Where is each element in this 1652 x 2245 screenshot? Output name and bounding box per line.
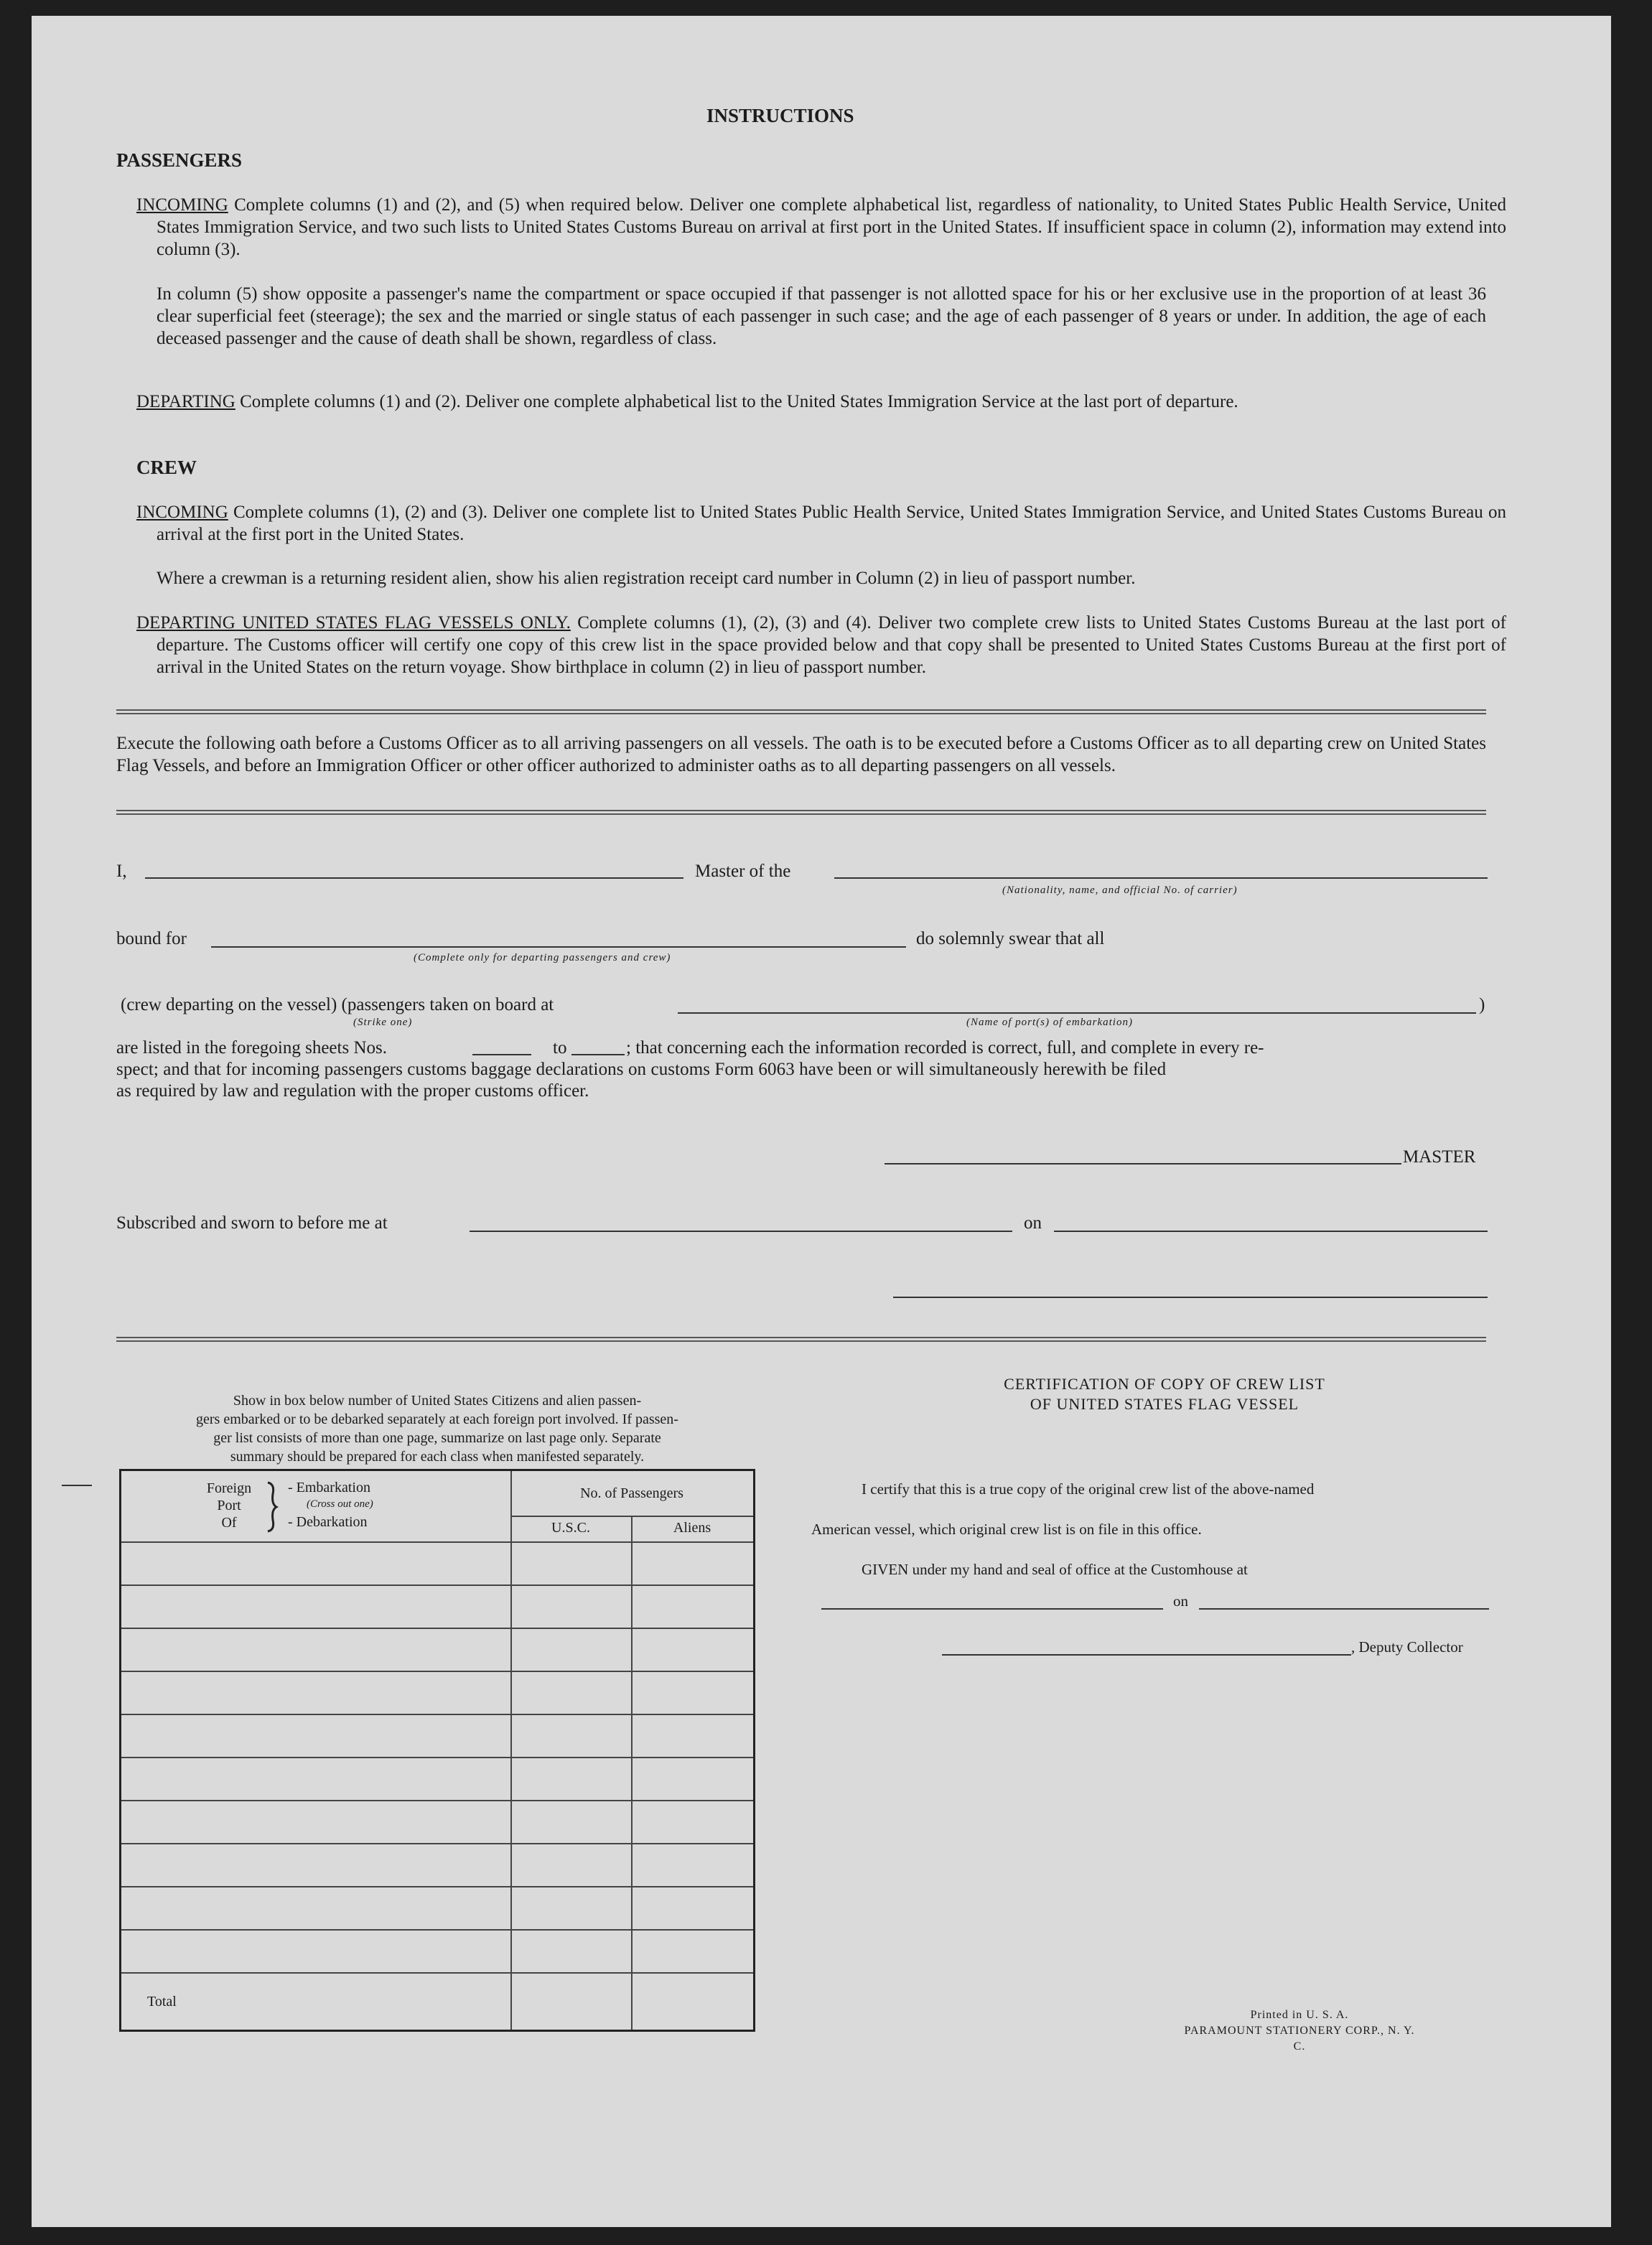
bound-hint: (Complete only for departing passengers and crew) xyxy=(414,952,671,963)
brace-icon xyxy=(265,1481,281,1533)
officer-signature-field[interactable] xyxy=(893,1297,1488,1298)
row-divider xyxy=(121,1628,753,1629)
certification-title-line: CERTIFICATION OF COPY OF CREW LIST xyxy=(1004,1375,1325,1393)
divider xyxy=(116,810,1486,815)
divider xyxy=(116,709,1486,714)
passengers-departing-text: Complete columns (1) and (2). Deliver one complete alphabetical list to the United States Immigration Service at the last port of departure. xyxy=(235,392,1238,411)
form-page xyxy=(32,16,1611,2227)
summary-note xyxy=(119,1391,755,1466)
divider xyxy=(116,1337,1486,1342)
margin-mark xyxy=(62,1485,92,1486)
carrier-hint: (Nationality, name, and official No. of carrier) xyxy=(1002,885,1238,896)
bound-for-label: bound for xyxy=(116,929,187,948)
summary-note-line: gers embarked or to be debarked separately at each foreign port involved. If passen- xyxy=(196,1411,678,1427)
subscribed-label: Subscribed and sworn to before me at xyxy=(116,1213,388,1233)
passenger-summary-table xyxy=(119,1469,755,2032)
on-label: on xyxy=(1024,1213,1042,1233)
row-divider xyxy=(121,1929,753,1931)
column-divider xyxy=(510,1471,512,2030)
summary-note-line: Show in box below number of United States Citizens and alien passen- xyxy=(233,1393,642,1409)
oath-instruction: Execute the following oath before a Customs Officer as to all arriving passengers on all vessels. The oath is to be executed before a Customs Officer as to all departing crew on United States Flag Vessels, and before an Immigration Officer or other officer authorized to administer oaths as to all departing passengers on all vessels. xyxy=(116,734,1486,775)
foreign-port-of-label xyxy=(200,1480,258,1531)
swear-label: do solemnly swear that all xyxy=(916,929,1105,948)
crew-departing-text: Complete columns (1), (2), (3) and (4). Deliver two complete crew lists to United States Customs Bureau at the last port of departure. The Customs officer will certify one copy of this crew list in the space provided below and that copy shall be presented to United States Customs Bureau at the first port of arrival in the United States on the return voyage. Show birthplace in column (2) in lieu of passport number. xyxy=(157,613,1506,677)
master-name-field[interactable] xyxy=(145,877,683,879)
summary-note-line: summary should be prepared for each class when manifested separately. xyxy=(230,1449,645,1465)
crew-incoming-label: INCOMING xyxy=(136,503,228,522)
cert-on-label: on xyxy=(1173,1592,1188,1610)
port-label: Port xyxy=(217,1498,241,1513)
row-divider xyxy=(121,1800,753,1801)
column-divider xyxy=(631,1516,633,2030)
printer-line: Printed in U. S. A. xyxy=(1250,2009,1349,2021)
listed-to-label: to xyxy=(553,1038,567,1058)
of-label: Of xyxy=(221,1515,237,1531)
master-of-the-label: Master of the xyxy=(695,862,791,881)
deputy-collector-label: , Deputy Collector xyxy=(1351,1638,1463,1656)
summary-note-line: ger list consists of more than one page, summarize on last page only. Separate xyxy=(213,1430,661,1446)
given-text: GIVEN under my hand and seal of office at the Customhouse at xyxy=(862,1561,1248,1578)
bound-for-field[interactable] xyxy=(211,946,906,948)
row-divider xyxy=(121,1584,753,1586)
master-label: MASTER xyxy=(1403,1147,1476,1167)
passengers-incoming-text: Complete columns (1) and (2), and (5) when required below. Deliver one complete alphabetical list, regardless of nationality, to United States Public Health Service, United States Immigration Service, and two such lists to United States Customs Bureau on arrival at first port in the United States. If insufficient space in column (2), information may extend into column (3). xyxy=(157,195,1506,259)
foreign-label: Foreign xyxy=(206,1480,252,1496)
deputy-signature-field[interactable] xyxy=(942,1654,1351,1656)
customhouse-field[interactable] xyxy=(821,1608,1163,1610)
master-signature-field[interactable] xyxy=(885,1163,1401,1164)
embarkation-label: - Embarkation xyxy=(288,1480,370,1495)
ports-hint: (Name of port(s) of embarkation) xyxy=(966,1017,1133,1028)
listed-sheets-label: are listed in the foregoing sheets Nos. xyxy=(116,1038,387,1058)
total-label: Total xyxy=(147,1994,177,2010)
sheet-to-field[interactable] xyxy=(571,1054,625,1055)
ports-field[interactable] xyxy=(678,1012,1476,1014)
crew-heading: CREW xyxy=(136,457,197,478)
no-passengers-header: No. of Passengers xyxy=(580,1485,683,1501)
aliens-header: Aliens xyxy=(673,1520,711,1536)
certify-text-2: American vessel, which original crew list is on file in this office. xyxy=(811,1521,1202,1538)
row-divider xyxy=(121,1843,753,1844)
crew-departing-paragraph xyxy=(136,612,1506,678)
crew-departing-label: DEPARTING UNITED STATES FLAG VESSELS ONLY. xyxy=(136,613,571,633)
page-title: INSTRUCTIONS xyxy=(706,105,854,126)
passengers-departing-paragraph xyxy=(136,391,1506,413)
row-divider xyxy=(121,1541,753,1543)
listed-text-c: spect; and that for incoming passengers customs baggage declarations on customs Form 6063 have been or will simultaneously herewith be filed xyxy=(116,1060,1167,1079)
resident-alien-paragraph: Where a crewman is a returning resident alien, show his alien registration receipt card number in Column (2) in lieu of passport number. xyxy=(157,569,1136,588)
row-divider xyxy=(510,1516,753,1517)
certification-title xyxy=(834,1374,1495,1414)
i-label: I, xyxy=(116,862,127,881)
row-divider xyxy=(121,1671,753,1672)
strike-hint: (Strike one) xyxy=(353,1017,413,1028)
crew-incoming-paragraph xyxy=(136,501,1506,546)
close-paren: ) xyxy=(1479,995,1485,1014)
row-divider xyxy=(121,1886,753,1887)
carrier-field[interactable] xyxy=(834,877,1488,879)
row-divider xyxy=(121,1972,753,1974)
debarkation-label: - Debarkation xyxy=(288,1514,368,1530)
sworn-place-field[interactable] xyxy=(470,1231,1012,1232)
printer-line: PARAMOUNT STATIONERY CORP., N. Y. C. xyxy=(1184,2025,1415,2053)
departing-label: DEPARTING xyxy=(136,392,235,411)
sheet-from-field[interactable] xyxy=(472,1054,531,1055)
cert-date-field[interactable] xyxy=(1199,1608,1489,1610)
passengers-incoming-paragraph xyxy=(136,194,1506,261)
certification-title-line: OF UNITED STATES FLAG VESSEL xyxy=(1030,1395,1299,1413)
listed-text-b: ; that concerning each the information recorded is correct, full, and complete in every re- xyxy=(626,1038,1264,1058)
sworn-date-field[interactable] xyxy=(1054,1231,1488,1232)
incoming-label: INCOMING xyxy=(136,195,228,215)
cross-out-hint: (Cross out one) xyxy=(307,1498,373,1510)
certify-text-1: I certify that this is a true copy of the original crew list of the above-named xyxy=(862,1480,1315,1498)
crew-passengers-label: (crew departing on the vessel) (passengers taken on board at xyxy=(121,995,554,1014)
column5-paragraph: In column (5) show opposite a passenger's name the compartment or space occupied if that passenger is not allotted space for his or her exclusive use in the proportion of at least 36 clear superficial feet (steerage); the sex and the married or single status of each passenger in such case; and the age of each passenger of 8 years or under. In addition, the age of each deceased passenger and the cause of death shall be shown, regardless of class. xyxy=(157,284,1486,348)
row-divider xyxy=(121,1757,753,1758)
crew-incoming-text: Complete columns (1), (2) and (3). Deliver one complete list to United States Public Health Service, United States Immigration Service, and United States Customs Bureau on arrival at the first port in the United States. xyxy=(157,503,1506,544)
usc-header: U.S.C. xyxy=(551,1520,590,1536)
printer-imprint xyxy=(1177,2007,1422,2055)
listed-text-d: as required by law and regulation with the proper customs officer. xyxy=(116,1081,589,1101)
row-divider xyxy=(121,1714,753,1715)
passengers-heading: PASSENGERS xyxy=(116,149,243,171)
